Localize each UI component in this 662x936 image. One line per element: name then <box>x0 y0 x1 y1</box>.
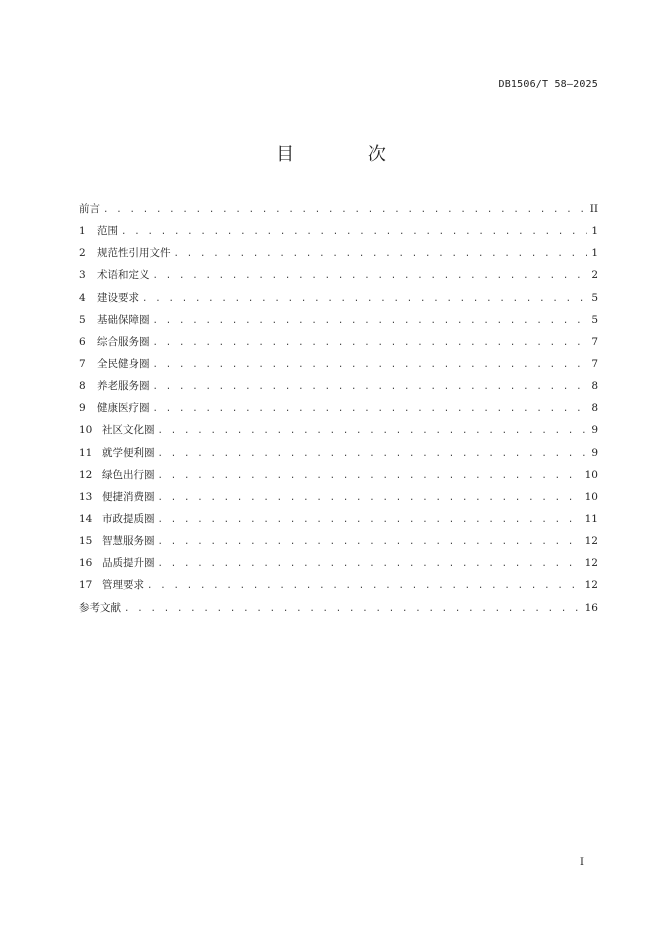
toc-entry-label: 就学便利圈 <box>102 446 155 459</box>
toc-entry-16[interactable] <box>79 552 598 574</box>
toc-entry-page: 10 <box>584 490 598 503</box>
toc-entry-number: 15 <box>79 535 93 548</box>
toc-entry-3[interactable] <box>79 264 598 286</box>
toc-entry-6[interactable] <box>79 331 598 353</box>
document-code: DB1506/T 58—2025 <box>498 79 598 90</box>
toc-entry-12[interactable] <box>79 464 598 486</box>
toc-entry-page: 2 <box>591 269 598 282</box>
toc-entry-page: 1 <box>591 225 598 238</box>
toc-entry-number: 10 <box>79 424 93 437</box>
toc-entry-label: 建设要求 <box>97 291 139 304</box>
toc-entry-preface[interactable] <box>79 198 598 220</box>
toc-entry-label: 范围 <box>97 225 118 238</box>
toc-entry-number: 13 <box>79 490 93 503</box>
toc-entry-number: 14 <box>79 512 93 525</box>
toc-entry-17[interactable] <box>79 574 598 596</box>
toc-entry-label: 便捷消费圈 <box>102 490 155 503</box>
toc-entry-9[interactable] <box>79 397 598 419</box>
toc-entry-number: 17 <box>79 579 93 592</box>
toc-entry-number: 11 <box>79 446 93 459</box>
toc-entry-page: 9 <box>591 424 598 437</box>
toc-entry-4[interactable] <box>79 287 598 309</box>
toc-dot-leader <box>158 420 588 442</box>
toc-dot-leader <box>158 465 581 487</box>
toc-entry-label: 养老服务圈 <box>97 380 150 393</box>
toc-entry-page: 10 <box>584 468 598 481</box>
toc-entry-number: 7 <box>79 357 86 370</box>
toc-entry-number: 8 <box>79 380 86 393</box>
toc-dot-leader <box>158 531 581 553</box>
toc-entry-label: 智慧服务圈 <box>102 535 155 548</box>
toc-dot-leader <box>158 509 581 531</box>
toc-dot-leader <box>153 398 588 420</box>
toc-dot-leader <box>103 199 586 221</box>
toc-entry-page: 7 <box>591 357 598 370</box>
toc-entry-label: 市政提质圈 <box>102 512 155 525</box>
toc-entry-label: 社区文化圈 <box>102 424 155 437</box>
toc-entry-page: 12 <box>584 535 598 548</box>
toc-dot-leader <box>158 487 581 509</box>
toc-entry-page: 9 <box>591 446 598 459</box>
toc-dot-leader <box>153 354 588 376</box>
toc-entry-label: 品质提升圈 <box>102 557 155 570</box>
toc-dot-leader <box>158 553 581 575</box>
toc-entry-page: 12 <box>584 579 598 592</box>
toc-entry-8[interactable] <box>79 375 598 397</box>
toc-entry-14[interactable] <box>79 508 598 530</box>
toc-dot-leader <box>147 575 581 597</box>
toc-entry-10[interactable] <box>79 419 598 441</box>
toc-entry-2[interactable] <box>79 242 598 264</box>
toc-dot-leader <box>124 598 581 620</box>
toc-dot-leader <box>158 443 588 465</box>
toc-dot-leader <box>153 265 588 287</box>
toc-entry-label: 全民健身圈 <box>97 357 150 370</box>
toc-entry-number: 3 <box>79 269 86 282</box>
toc-entry-number: 4 <box>79 291 86 304</box>
toc-entry-label: 前言 <box>79 203 100 215</box>
toc-entry-label: 基础保障圈 <box>97 313 150 326</box>
toc-entry-7[interactable] <box>79 353 598 375</box>
toc-title: 目 次 <box>276 144 420 165</box>
toc-dot-leader <box>153 376 588 398</box>
toc-entry-page: 12 <box>584 557 598 570</box>
toc-entry-number: 6 <box>79 335 86 348</box>
toc-entry-page: 5 <box>591 313 598 326</box>
toc-entry-page: 5 <box>591 291 598 304</box>
toc-entry-label: 规范性引用文件 <box>97 247 171 260</box>
toc-entry-number: 1 <box>79 225 86 238</box>
toc-entry-15[interactable] <box>79 530 598 552</box>
toc-entry-number: 16 <box>79 557 93 570</box>
toc-entry-number: 9 <box>79 402 86 415</box>
toc-entry-page: 1 <box>591 247 598 260</box>
toc-entry-label: 术语和定义 <box>97 269 150 282</box>
toc-entry-page: 11 <box>584 512 598 525</box>
toc-entry-references[interactable] <box>79 597 598 619</box>
toc-entry-label: 管理要求 <box>102 579 144 592</box>
toc-entry-number: 5 <box>79 313 86 326</box>
toc-entry-1[interactable] <box>79 220 598 242</box>
page-number: I <box>580 857 584 868</box>
toc-entry-label: 参考文献 <box>79 601 121 614</box>
toc-entry-5[interactable] <box>79 309 598 331</box>
toc-entry-label: 健康医疗圈 <box>97 402 150 415</box>
toc-list <box>79 198 598 619</box>
toc-entry-label: 绿色出行圈 <box>102 468 155 481</box>
toc-entry-number: 12 <box>79 468 93 481</box>
toc-dot-leader <box>174 243 588 265</box>
toc-entry-number: 2 <box>79 247 86 260</box>
toc-dot-leader <box>142 288 587 310</box>
toc-dot-leader <box>121 221 587 243</box>
toc-entry-11[interactable] <box>79 442 598 464</box>
toc-dot-leader <box>153 332 588 354</box>
toc-entry-page: 8 <box>591 380 598 393</box>
toc-entry-13[interactable] <box>79 486 598 508</box>
toc-dot-leader <box>153 310 588 332</box>
toc-entry-label: 综合服务圈 <box>97 335 150 348</box>
toc-entry-page: 7 <box>591 335 598 348</box>
toc-entry-page: II <box>589 203 598 215</box>
toc-entry-page: 8 <box>591 402 598 415</box>
toc-entry-page: 16 <box>584 601 598 614</box>
